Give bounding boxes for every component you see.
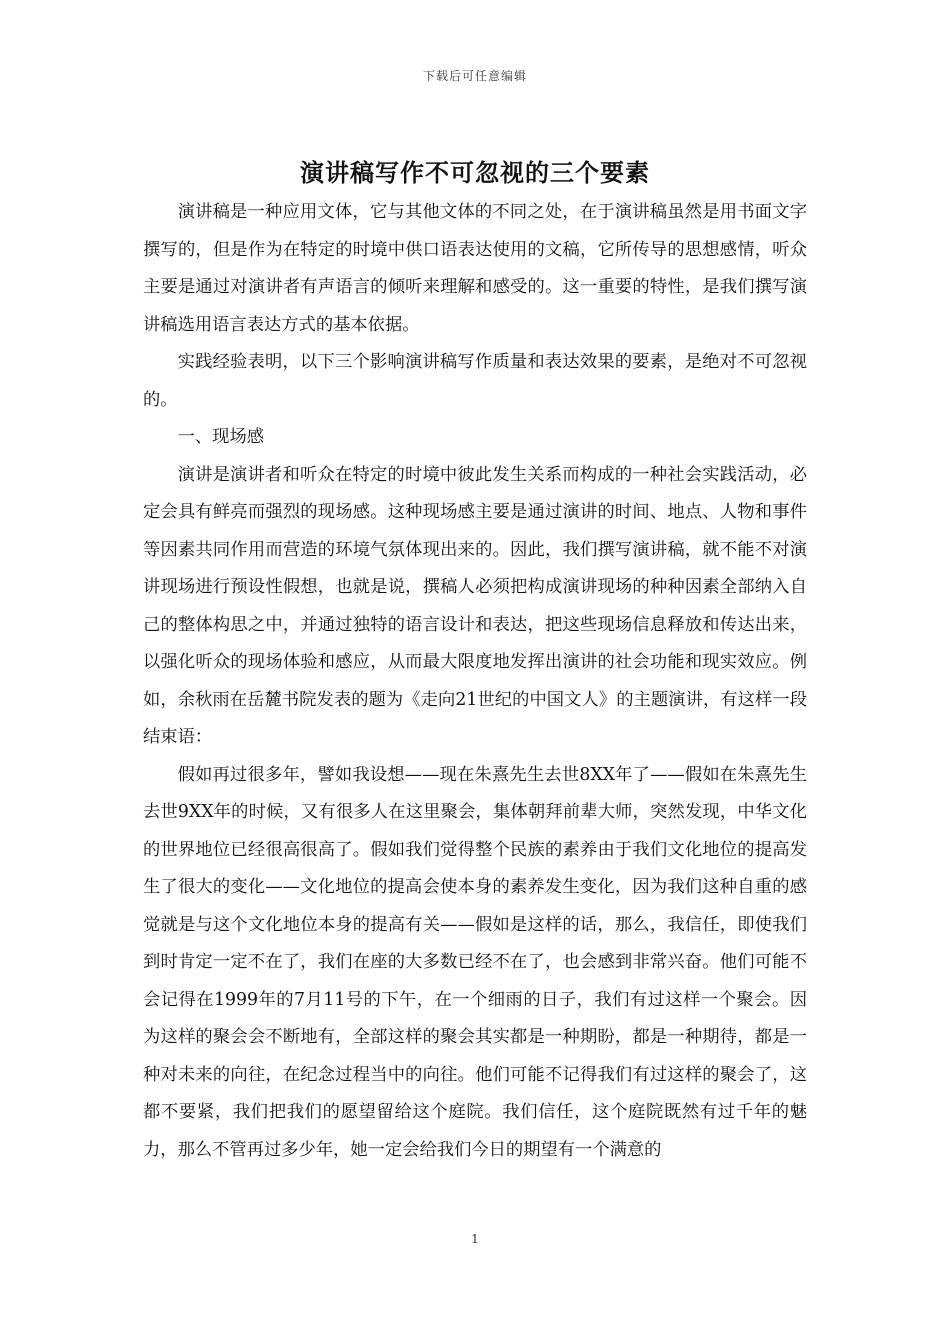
section-heading-1: 一、现场感	[177, 427, 265, 447]
document-body	[143, 194, 807, 1169]
paragraph-section-1: 演讲是演讲者和听众在特定的时境中彼此发生关系而构成的一种社会实践活动，必定会具有鲜亮而强烈的现场感。这种现场感主要是通过演讲的时间、地点、人物和事件等因素共同作用而营造的环境气氛体现出来的。因此，我们撰写演讲稿，就不能不对演讲现场进行预设性假想，也就是说，撰稿人必须把构成演讲现场的种种因素全部纳入自己的整体构思之中，并通过独特的语言设计和表达，把这些现场信息释放和传达出来，以强化听众的现场体验和感应，从而最大限度地发挥出演讲的社会功能和现实效应。例如，余秋雨在岳麓书院发表的题为《走向21世纪的中国文人》的主题演讲，有这样一段结束语：	[143, 464, 807, 747]
page-number: 1	[471, 1232, 479, 1246]
document-title: 演讲稿写作不可忽视的三个要素	[300, 158, 650, 187]
paragraph-thesis: 实践经验表明，以下三个影响演讲稿写作质量和表达效果的要素，是绝对不可忽视的。	[143, 352, 807, 410]
paragraph-quote: 假如再过很多年，譬如我设想——现在朱熹先生去世8XX年了——假如在朱熹先生去世9XX年的时候，又有很多人在这里聚会，集体朝拜前辈大师，突然发现，中华文化的世界地位已经很高很高了。假如我们觉得整个民族的素养由于我们文化地位的提高发生了很大的变化——文化地位的提高会使本身的素养发生变化，因为我们这种自重的感觉就是与这个文化地位本身的提高有关——假如是这样的话，那么，我信任，即使我们到时肯定一定不在了，我们在座的大多数已经不在了，也会感到非常兴奋。他们可能不会记得在1999年的7月11号的下午，在一个细雨的日子，我们有过这样一个聚会。因为这样的聚会会不断地有，全部这样的聚会其实都是一种期盼，都是一种期待，都是一种对未来的向往，在纪念过程当中的向往。他们可能不记得我们有过这样的聚会了，这都不要紧，我们把我们的愿望留给这个庭院。我们信任，这个庭院既然有过千年的魅力，那么不管再过多少年，她一定会给我们今日的期望有一个满意的	[143, 764, 807, 1160]
page-header-note: 下载后可任意编辑	[422, 69, 527, 83]
paragraph-intro: 演讲稿是一种应用文体，它与其他文体的不同之处，在于演讲稿虽然是用书面文字撰写的，但是作为在特定的时境中供口语表达使用的文稿，它所传导的思想感情，听众主要是通过对演讲者有声语言的倾听来理解和感受的。这一重要的特性，是我们撰写演讲稿选用语言表达方式的基本依据。	[143, 202, 807, 335]
